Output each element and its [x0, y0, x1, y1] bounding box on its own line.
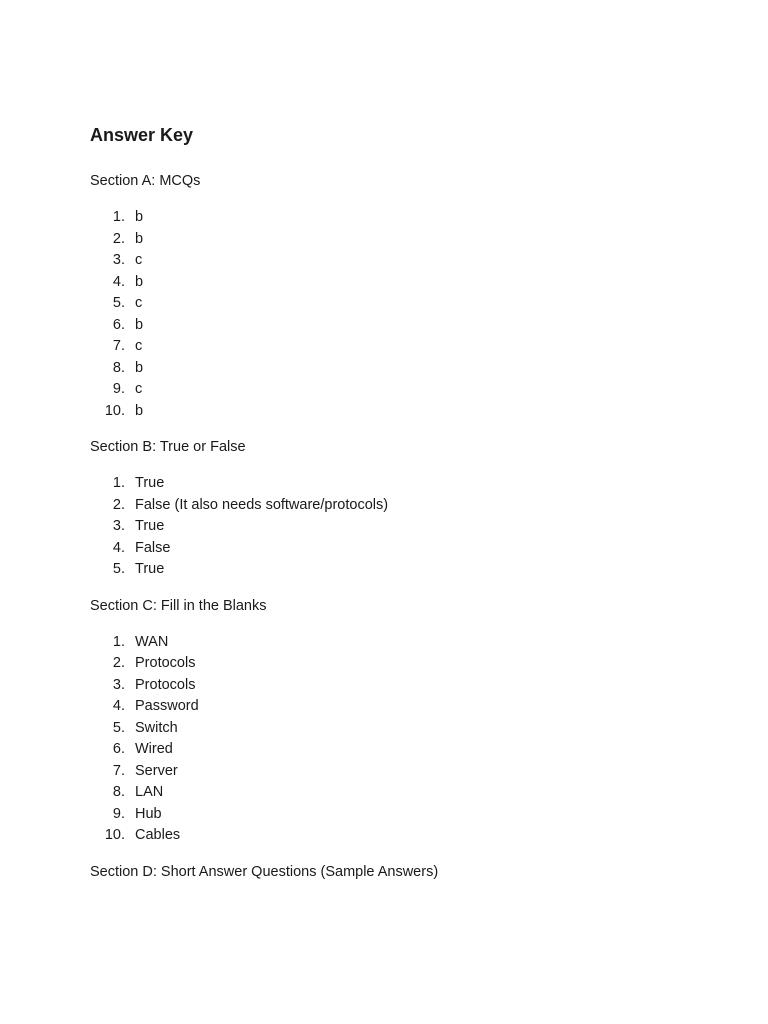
list-item-number: 5. — [112, 561, 125, 577]
list-item-answer: c — [135, 252, 143, 268]
list-item — [90, 250, 690, 272]
list-item-answer: c — [135, 338, 143, 354]
document-page — [90, 122, 690, 883]
section-d — [90, 862, 690, 883]
list-item-answer: Hub — [135, 805, 162, 822]
list-item-number: 1. — [112, 475, 125, 491]
list-item — [90, 358, 690, 380]
list-item-number: 6. — [112, 316, 125, 333]
list-item — [90, 761, 690, 783]
list-item-answer: False (It also needs software/protocols) — [135, 496, 389, 513]
list-item-number: 3. — [112, 676, 125, 693]
list-item-answer: Protocols — [135, 676, 196, 693]
list-item-answer: Password — [135, 698, 199, 714]
list-item-number: 7. — [112, 762, 125, 779]
list-item — [90, 675, 690, 697]
list-item-number: 10. — [104, 402, 125, 419]
section-a-answer-list — [90, 207, 690, 422]
list-item — [90, 825, 690, 847]
document-title: Answer Key — [90, 125, 194, 145]
list-item-answer: c — [135, 295, 143, 311]
list-item — [90, 401, 690, 423]
list-item-answer: True — [135, 518, 165, 534]
list-item-answer: c — [135, 381, 143, 397]
list-item-number: 2. — [112, 655, 125, 671]
list-item-answer: Switch — [135, 719, 178, 736]
list-item-number: 2. — [112, 230, 125, 247]
list-item-number: 9. — [112, 381, 125, 397]
section-b — [90, 437, 690, 581]
list-item-number: 1. — [112, 209, 125, 225]
list-item-number: 10. — [104, 827, 125, 843]
list-item — [90, 804, 690, 826]
list-item-answer: b — [135, 273, 144, 290]
list-item — [90, 293, 690, 315]
section-a — [90, 171, 690, 422]
list-item-answer: b — [135, 230, 144, 247]
list-item — [90, 782, 690, 804]
list-item-number: 7. — [112, 338, 125, 354]
list-item-number: 4. — [112, 539, 125, 556]
list-item — [90, 272, 690, 294]
list-item-answer: False — [135, 539, 171, 556]
list-item-number: 1. — [112, 633, 125, 650]
list-item — [90, 315, 690, 337]
list-item-number: 6. — [112, 741, 125, 757]
section-c-heading: Section C: Fill in the Blanks — [90, 597, 267, 614]
list-item-answer: Server — [135, 762, 178, 779]
list-item-answer: b — [135, 316, 144, 333]
list-item-number: 8. — [112, 784, 125, 800]
list-item — [90, 538, 690, 560]
sections-container — [90, 171, 690, 883]
list-item-number: 4. — [112, 273, 125, 290]
list-item-answer: True — [135, 475, 165, 491]
list-item-number: 5. — [112, 295, 125, 311]
list-item — [90, 632, 690, 654]
list-item-number: 8. — [112, 359, 125, 376]
section-d-heading: Section D: Short Answer Questions (Sample Answers) — [90, 863, 439, 880]
list-item — [90, 559, 690, 581]
list-item — [90, 653, 690, 675]
list-item — [90, 336, 690, 358]
list-item — [90, 229, 690, 251]
list-item-answer: b — [135, 359, 144, 376]
section-c-answer-list — [90, 632, 690, 847]
section-b-answer-list — [90, 473, 690, 581]
list-item-answer: WAN — [135, 633, 169, 650]
list-item-number: 3. — [112, 252, 125, 268]
list-item-number: 2. — [112, 496, 125, 513]
list-item — [90, 516, 690, 538]
section-c — [90, 596, 690, 847]
list-item-number: 3. — [112, 518, 125, 534]
list-item-answer: Wired — [135, 741, 173, 757]
list-item — [90, 473, 690, 495]
list-item-number: 9. — [112, 805, 125, 822]
list-item — [90, 718, 690, 740]
list-item — [90, 739, 690, 761]
list-item-answer: True — [135, 561, 165, 577]
list-item-answer: LAN — [135, 784, 164, 800]
section-b-heading: Section B: True or False — [90, 439, 246, 455]
section-a-heading: Section A: MCQs — [90, 173, 201, 189]
list-item — [90, 495, 690, 517]
list-item — [90, 379, 690, 401]
list-item-answer: Cables — [135, 827, 181, 843]
list-item-answer: Protocols — [135, 655, 196, 671]
list-item — [90, 207, 690, 229]
list-item-answer: b — [135, 402, 144, 419]
list-item — [90, 696, 690, 718]
list-item-number: 5. — [112, 719, 125, 736]
list-item-number: 4. — [112, 698, 125, 714]
list-item-answer: b — [135, 209, 144, 225]
